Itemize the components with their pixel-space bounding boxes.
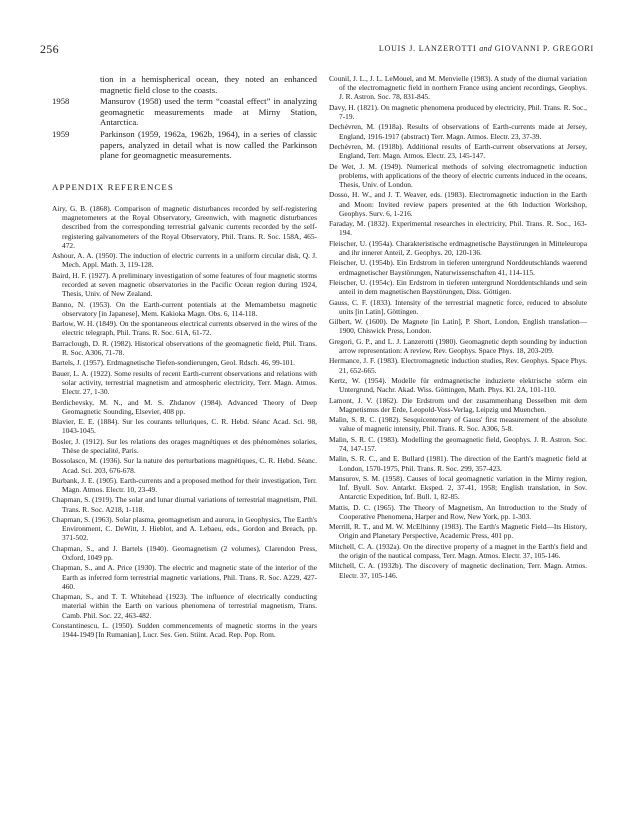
left-column xyxy=(52,74,317,641)
reference-item: Kertz, W. (1954). Modelle für erdmagnetische induzierte elektrische störm ein Untergrund, Nachr. Akad. Wiss. Göttingen, Math. Phys. Kl. 2A, 101-110. xyxy=(329,375,587,395)
reference-item: Merrill, R. T., and M. W. McElhinny (1983). The Earth's Magnetic Field—Its History, Origin and Planetary Perspective, Academic Press, 401 pp. xyxy=(329,522,587,541)
reference-item: Constantinescu, L. (1950). Sudden commencements of magnetic storms in the years 1944-1949 [In Rumanian], Lucr. Ses. Gen. Stiint. Acad. Rep. Pop. Rom. xyxy=(52,621,317,640)
reference-item: Ashour, A. A. (1950). The induction of electric currents in a uniform circular disk, Q. J. Mech. Appl. Math. 3, 119-128. xyxy=(52,251,317,270)
reference-item: Dosso, H. W., and J. T. Weaver, eds. (1983). Electromagnetic induction in the Earth and Moon: Invited review papers presented at the 6th Induction Workshop, Geophys. Surv. 6, 1-216. xyxy=(329,190,587,218)
reference-item: De Wet, J. M. (1949). Numerical methods of solving electromagnetic induction problems, with applications of the theory of electric currents induced in the oceans, Thesis, Univ. of London. xyxy=(329,161,587,189)
reference-item: Davy, H. (1821). On magnetic phenomena produced by electricity, Phil. Trans. R. Soc., 7-19. xyxy=(329,102,587,121)
reference-item: Gregori, G. P., and L. J. Lanzerotti (1980). Geomagnetic depth sounding by induction arrow representation: A review, Rev. Geophys. Space Phys. 18, 203-209. xyxy=(329,336,587,355)
reference-item: Baird, H. F. (1927). A preliminary investigation of some features of four magnetic storms recorded at seven magnetic observatories in the Pacific Ocean region during 1924, Thesis, Univ. of New Zealand. xyxy=(52,270,317,299)
timeline-year: 1959 xyxy=(52,128,70,139)
page-number: 256 xyxy=(40,42,59,56)
reference-item: Burbank, J. E. (1905). Earth-currents and a proposed method for their investigation, Terr. Magn. Atmos. Electr. 10, 23-49. xyxy=(52,475,317,495)
reference-item: Gauss, C. F. (1833). Intensity of the terrestrial magnetic force, reduced to absolute units [in Latin], Göttingen. xyxy=(329,297,587,316)
references-left-list xyxy=(52,204,317,640)
reference-item: Fleischer, U. (1954a). Charakteristische erdmagnetische Baystörungen in Mitteleuropa and ihr innerer Anteil, Z. Geophys. 20, 120-136. xyxy=(329,238,587,257)
timeline-year: 1958 xyxy=(52,96,70,107)
reference-item: Hermance, J. F. (1983). Electromagnetic induction studies, Rev. Geophys. Space Phys. 21, 652-665. xyxy=(329,356,587,375)
reference-item: Faraday, M. (1832). Experimental researches in electricity, Phil. Trans. R. Soc., 163-194. xyxy=(329,219,587,238)
running-head-first-author: LOUIS J. LANZEROTTI xyxy=(378,44,477,53)
reference-item: Counil, J. L., J. L. LeMouel, and M. Menvielle (1983). A study of the diurnal variation of the electromagnetic field in northern France using ancient recordings, Geophys. J. R. Astron. Soc. 78, 831-845. xyxy=(329,74,587,102)
reference-item: Banno, N. (1953). On the Earth-current potentials at the Memambetsu magnetic observatory [in Japanese], Mem. Kakioka Magn. Obs. 6, 114-118. xyxy=(52,299,317,318)
reference-item: Malin, S. R. C. (1983). Modelling the geomagnetic field, Geophys. J. R. Astron. Soc. 74, 147-157. xyxy=(329,434,587,453)
reference-item: Fleischer, U. (1954c). Ein Erdstrom in tieferen untergrund Norddentschlands und sein anteil in dem magnetischen Baystörungen, Diss. Göttigen. xyxy=(329,277,587,297)
reference-item: Dechévren, M. (1918a). Results of observations of Earth-currents made at Jersey, England, 1916-1917 (abstract) Terr. Magn. Atmos. Electr. 23, 37-39. xyxy=(329,122,587,141)
timeline-entry xyxy=(52,96,317,128)
appendix-heading: APPENDIX REFERENCES xyxy=(52,181,174,192)
timeline-entry xyxy=(52,129,317,161)
reference-item: Fleischer, U. (1954b). Ein Erdstrom in tieferen untergrund Norddeutschlands waerend erdmagnetischer Baystörungen, Naturwissenschaften 41, 114-115. xyxy=(329,258,587,277)
timeline-text: tion in a hemispherical ocean, they noted an enhanced magnetic field close to the coasts. xyxy=(100,74,317,95)
timeline-text: Mansurov (1958) used the term “coastal effect” in analyzing geomagnetic measurements made at Mirny Station, Antarctica. xyxy=(100,96,317,128)
timeline-entry xyxy=(52,74,317,95)
running-head xyxy=(379,44,594,53)
references-right-list xyxy=(329,74,587,580)
reference-item: Barlow, W. H. (1849). On the spontaneous electrical currents observed in the wires of the electric telegraph, Phil. Trans. R. Soc. 61A, 61-72. xyxy=(52,319,317,338)
reference-item: Chapman, S., and J. Bartels (1940). Geomagnetism (2 volumes), Clarendon Press, Oxford, 1049 pp. xyxy=(52,543,317,563)
reference-item: Mattis, D. C. (1965). The Theory of Magnetism, An Introduction to the Study of Cooperative Phenomena, Harper and Row, New York, pp. 1-303. xyxy=(329,502,587,521)
reference-item: Bartels, J. (1957). Erdmagnetische Tiefen-sondierungen, Geol. Rdsch. 46, 99-101. xyxy=(52,358,296,368)
reference-item: Blavier, E. E. (1884). Sur les courants telluriques, C. R. Hebd. Séanc Acad. Sci. 98, 1043-1045. xyxy=(52,417,317,436)
timeline-text: Parkinson (1959, 1962a, 1962b, 1964), in a series of classic papers, analyzed in detail what is now called the Parkinson plane for geomagnetic measurements. xyxy=(100,128,317,161)
reference-item: Dechévren, M. (1918b). Additional results of Earth-current observations at Jersey, England, Terr. Magn. Atmos. Electr. 23, 145-147. xyxy=(329,141,587,161)
running-head-second-author: GIOVANNI P. GREGORI xyxy=(494,44,594,53)
reference-item: Lamont, J. V. (1862). Die Erdstrom und der zusammenhang Desselben mit dem Magnetismus der Erde, Leopold-Voss-Verlag, Leipzig und Muenchen. xyxy=(329,395,587,414)
reference-item: Bosler, J. (1912). Sur les relations des orages magnétiques et des phénomènes solaries, Thèse de specialité, Paris. xyxy=(52,436,317,455)
running-head-and: and xyxy=(479,44,492,53)
reference-item: Chapman, S., and A. Price (1930). The electric and magnetic state of the interior of the Earth as inferred form terrestrial magnetic variations, Phil. Trans. R. Soc. A229, 427-460. xyxy=(52,563,317,591)
reference-item: Mitchell, C. A. (1932b). The discovery of magnetic declination, Terr. Magn. Atmos. Electr. 37, 105-146. xyxy=(329,561,587,580)
reference-item: Chapman, S. (1919). The solar and lunar diurnal variations of terrestrial magnetism, Phil. Trans. R. Soc. A218, 1-118. xyxy=(52,495,317,514)
reference-item: Berdichevsky, M. N., and M. S. Zhdanov (1984). Advanced Theory of Deep Geomagnetic Sounding, Elsevier, 408 pp. xyxy=(52,397,317,416)
reference-item: Barraclough, D. R. (1982). Historical observations of the geomagnetic field, Phil. Trans. R. Soc. A306, 71-78. xyxy=(52,338,317,357)
reference-item: Malin, S. R. C. (1982). Sesquicentenary of Gauss' first measurement of the absolute value of magnetic intensity, Phil. Trans. R. Soc. A306, 5-8. xyxy=(329,415,587,434)
reference-item: Chapman, S., and T. T. Whitehead (1923). The influence of electrically conducting material within the Earth on various phenomena of terrestrial magnetism, Trans. Camb. Phil. Soc. 22, 463-482. xyxy=(52,592,317,620)
reference-item: Bauer, L. A. (1922). Some results of recent Earth-current observations and relations with solar activity, terrestrial magnetism and atmospheric electricity, Terr. Magn. Atmos. Electr. 27, 1-30. xyxy=(52,368,317,397)
right-column xyxy=(329,74,587,581)
reference-item: Airy, G. B. (1868). Comparison of magnetic disturbances recorded by self-registering magnetometers at the Royal Observatory, Greenwich, with magnetic disturbances described from the corresponding terrestrial galvanic currents recorded by the self-registering galvanometers of the Royal Observatory, Phil. Trans. R. Soc. 158A, 465-472. xyxy=(52,203,317,250)
reference-item: Mitchell, C. A. (1932a). On the directive property of a magnet in the Earth's field and the origin of the nautical compass, Terr. Magn. Atmos. Electr. 37, 105-146. xyxy=(329,541,587,561)
reference-item: Bossolasco, M. (1936). Sur la nature des perturbations magnétiques, C. R. Hebd. Séanc. Acad. Sci. 203, 676-678. xyxy=(52,456,317,475)
reference-item: Malin, S. R. C., and E. Bullard (1981). The direction of the Earth's magnetic field at London, 1570-1975, Phil. Trans. R. Soc. 299, 357-423. xyxy=(329,454,587,473)
reference-item: Gilbert, W. (1600). De Magnete [in Latin], P. Short, London, English translation—1900, Chiswick Press, London. xyxy=(329,317,587,336)
reference-item: Chapman, S. (1963). Solar plasma, geomagnetism and aurora, in Geophysics, The Earth's Environment, C. DeWitt, J. Hieblot, and A. Lebaeu, eds., Gordon and Breach, pp. 371-502. xyxy=(52,515,317,543)
reference-item: Mansurov, S. M. (1958). Causes of local geomagnetic variation in the Mirny region, Inf. Byull. Sov. Antarkt. Eksped. 2, 37-41, 1958; English translation, in Sov. Antarctic Expedition, Inf. Bull. 1, 82-85. xyxy=(329,473,587,502)
